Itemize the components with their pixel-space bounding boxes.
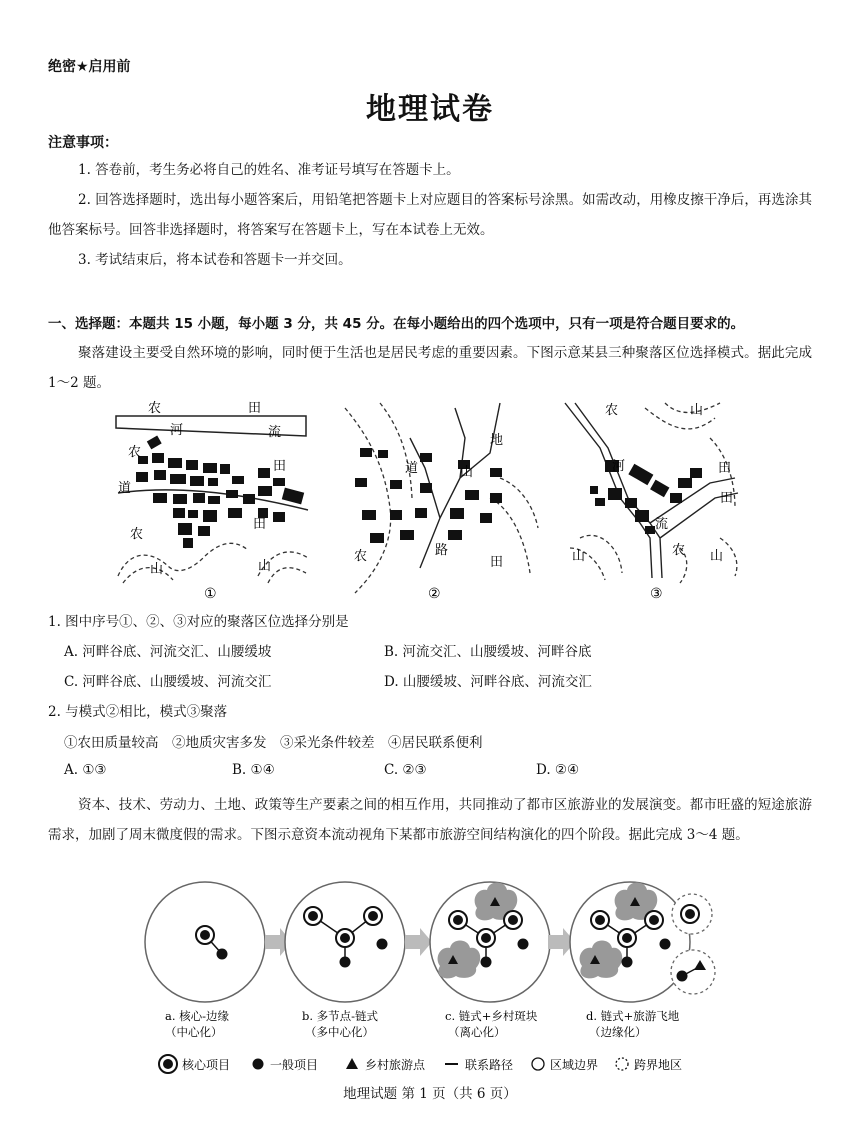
settlement-figure (108, 398, 748, 608)
label-shan: 山 (690, 403, 704, 418)
label-lu: 路 (435, 543, 449, 558)
q2-option-c[interactable]: C. ②③ (384, 762, 427, 778)
legend-general: 一般项目 (270, 1058, 319, 1072)
stage-label: d. 链式+旅游飞地 (586, 1009, 680, 1023)
notice-heading: 注意事项： (48, 135, 118, 151)
label-shan: 山 (572, 549, 586, 564)
mode-number: ① (204, 586, 217, 602)
label-shan: 山 (150, 562, 164, 577)
q2-items: ①农田质量较高 ②地质灾害多发 ③采光条件较差 ④居民联系便利 (64, 735, 483, 751)
stage-sublabel: （边缘化） (589, 1025, 647, 1039)
stage-b-diagram (285, 882, 405, 1039)
q2-option-d[interactable]: D. ②④ (536, 762, 580, 778)
label-shan: 山 (258, 559, 272, 574)
stage-sublabel: （离心化） (448, 1025, 506, 1039)
label-he: 河 (170, 423, 184, 438)
label-nong: 农 (354, 549, 368, 564)
legend (159, 1055, 682, 1073)
label-he: 河 (612, 459, 626, 474)
notice-2: 2. 回答选择题时，选出每小题答案后，用铅笔把答题卡上对应题目的答案标号涂黑。如需改动，用橡皮擦干净后，再选涂其他答案标号。回答非选择题时，将答案写在答题卡上，写在本试卷上无效。 (48, 192, 812, 238)
page-footer: 地理试题 第 1 页（共 6 页） (343, 1086, 517, 1102)
label-nong: 农 (605, 403, 619, 418)
notice-3: 3. 考试结束后，将本试卷和答题卡一并交回。 (78, 252, 352, 268)
label-dao: 道 (405, 461, 419, 476)
tourism-structure-figure (140, 880, 730, 1076)
q2-option-b[interactable]: B. ①④ (232, 762, 275, 778)
q1-option-c[interactable]: C. 河畔谷底、山腰缓坡、河流交汇 (64, 674, 272, 690)
triangle-icon (346, 1058, 358, 1069)
q1-stem: 1. 图中序号①、②、③对应的聚落区位选择分别是 (48, 614, 349, 630)
arrow-icon (405, 928, 432, 956)
stage-label: c. 链式+乡村斑块 (445, 1009, 538, 1023)
mode-1-diagram (116, 401, 308, 602)
q2-stem: 2. 与模式②相比，模式③聚落 (48, 704, 228, 720)
label-tian: 田 (273, 459, 287, 474)
q1-option-d[interactable]: D. 山腰缓坡、河畔谷底、河流交汇 (384, 674, 592, 690)
label-nong: 农 (148, 401, 162, 416)
label-tian: 田 (490, 555, 504, 570)
legend-core: 核心项目 (182, 1058, 231, 1072)
stage-d-diagram (570, 882, 715, 1039)
label-shan: 山 (710, 549, 724, 564)
mode-number: ③ (650, 586, 663, 602)
mode-number: ② (428, 586, 441, 602)
section-heading: 一、选择题：本题共 15 小题，每小题 3 分，共 45 分。在每小题给出的四个选项中，只有一项是符合题目要求的。 (48, 316, 745, 332)
intro-1: 聚落建设主要受自然环境的影响，同时便于生活也是居民考虑的重要因素。下图示意某县三种聚落区位选择模式。据此完成 1～2 题。 (48, 345, 812, 391)
legend-rural: 乡村旅游点 (365, 1058, 426, 1072)
label-shan: 山 (460, 465, 474, 480)
label-tian: 田 (253, 517, 267, 532)
label-liu: 流 (655, 517, 669, 532)
q1-option-a[interactable]: A. 河畔谷底、河流交汇、山腰缓坡 (64, 644, 272, 660)
legend-boundary: 区域边界 (550, 1058, 599, 1072)
mode-3-diagram (565, 403, 738, 602)
label-di: 地 (490, 433, 504, 448)
secret-label: 绝密★启用前 (48, 59, 131, 75)
label-tian: 田 (248, 401, 262, 416)
label-nong: 农 (130, 527, 144, 542)
stage-label: a. 核心-边缘 (165, 1009, 230, 1023)
label-tian: 田 (720, 491, 734, 506)
label-tian: 田 (718, 461, 732, 476)
notice-1: 1. 答卷前，考生务必将自己的姓名、准考证号填写在答题卡上。 (78, 162, 460, 178)
q2-option-a[interactable]: A. ①③ (64, 762, 107, 778)
stage-sublabel: （多中心化） (305, 1025, 374, 1039)
stage-c-diagram (430, 882, 550, 1039)
label-liu: 流 (268, 425, 282, 440)
intro-2: 资本、技术、劳动力、土地、政策等生产要素之间的相互作用，共同推动了都市区旅游业的发展演变。都市旺盛的短途旅游需求，加剧了周末微度假的需求。下图示意资本流动视角下某都市旅游空间结构演化的四个阶段。据此完成 3～4 题。 (48, 797, 812, 843)
page-title: 地理试卷 (366, 92, 494, 127)
legend-cross: 跨界地区 (634, 1058, 683, 1072)
stage-sublabel: （中心化） (165, 1025, 223, 1039)
legend-path: 联系路径 (465, 1058, 514, 1072)
label-dao: 道 (118, 481, 132, 496)
label-nong: 农 (128, 445, 142, 460)
stage-label: b. 多节点-链式 (302, 1009, 379, 1023)
mode-2-diagram (345, 403, 538, 602)
label-nong: 农 (672, 543, 686, 558)
q1-option-b[interactable]: B. 河流交汇、山腰缓坡、河畔谷底 (384, 644, 592, 660)
stage-a-diagram (145, 882, 265, 1039)
